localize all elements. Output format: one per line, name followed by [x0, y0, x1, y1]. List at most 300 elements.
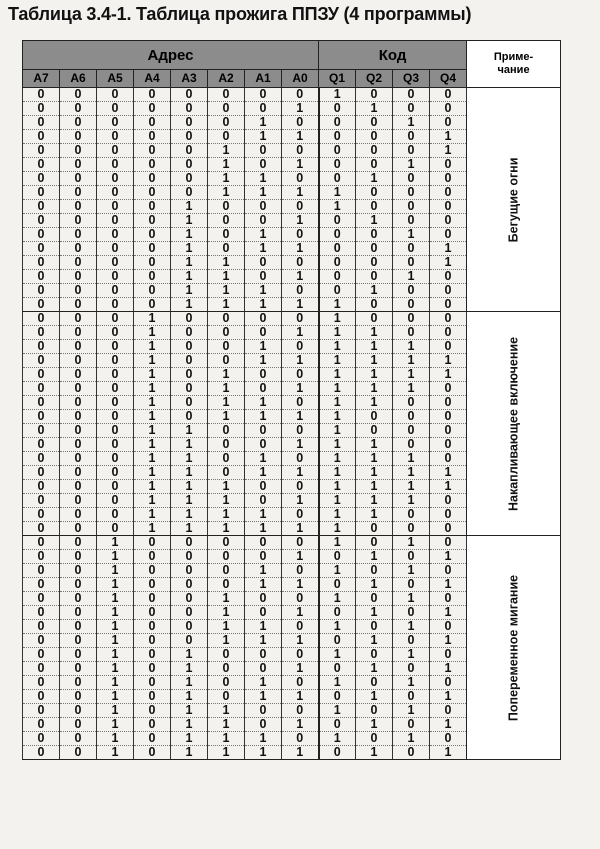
table-cell: 0 [356, 620, 393, 634]
table-cell: 1 [393, 466, 430, 480]
table-cell: 1 [208, 270, 245, 284]
table-cell: 0 [208, 648, 245, 662]
table-cell: 0 [319, 116, 356, 130]
table-cell: 0 [23, 284, 60, 298]
table-cell: 1 [171, 662, 208, 676]
address-group-header: Адрес [23, 41, 319, 70]
table-cell: 1 [356, 550, 393, 564]
table-cell: 0 [208, 340, 245, 354]
table-cell: 1 [245, 522, 282, 536]
table-cell: 0 [23, 620, 60, 634]
table-cell: 0 [208, 550, 245, 564]
table-cell: 1 [356, 634, 393, 648]
table-cell: 1 [282, 158, 319, 172]
table-cell: 0 [393, 186, 430, 200]
table-cell: 0 [60, 340, 97, 354]
table-body [23, 88, 561, 760]
table-cell: 1 [171, 228, 208, 242]
table-cell: 0 [430, 732, 467, 746]
table-cell: 0 [430, 564, 467, 578]
table-cell: 0 [430, 704, 467, 718]
table-cell: 1 [282, 326, 319, 340]
table-cell: 0 [430, 452, 467, 466]
table-cell: 0 [430, 200, 467, 214]
table-cell: 1 [356, 662, 393, 676]
table-cell: 1 [245, 508, 282, 522]
table-cell: 0 [23, 634, 60, 648]
table-cell: 0 [208, 116, 245, 130]
table-cell: 0 [134, 144, 171, 158]
table-cell: 0 [208, 102, 245, 116]
table-cell: 0 [60, 102, 97, 116]
column-header-a7: A7 [23, 70, 60, 88]
table-cell: 1 [208, 144, 245, 158]
table-cell: 0 [356, 410, 393, 424]
table-cell: 0 [60, 410, 97, 424]
table-cell: 1 [430, 718, 467, 732]
table-cell: 1 [319, 466, 356, 480]
table-cell: 0 [282, 144, 319, 158]
table-cell: 0 [134, 718, 171, 732]
table-cell: 0 [60, 452, 97, 466]
table-cell: 1 [171, 270, 208, 284]
table-cell: 1 [282, 102, 319, 116]
table-cell: 1 [208, 480, 245, 494]
table-cell: 1 [319, 508, 356, 522]
table-cell: 0 [356, 536, 393, 550]
table-cell: 0 [430, 284, 467, 298]
table-cell: 0 [60, 256, 97, 270]
table-cell: 0 [356, 676, 393, 690]
table-cell: 0 [97, 270, 134, 284]
table-cell: 0 [97, 256, 134, 270]
table-row [23, 536, 561, 550]
table-cell: 1 [356, 284, 393, 298]
table-cell: 0 [60, 200, 97, 214]
table-cell: 0 [60, 144, 97, 158]
table-cell: 0 [23, 116, 60, 130]
table-cell: 1 [356, 480, 393, 494]
table-cell: 0 [430, 438, 467, 452]
group-note-cell [467, 312, 561, 536]
table-cell: 0 [319, 578, 356, 592]
group-note-cell [467, 536, 561, 760]
table-cell: 1 [245, 340, 282, 354]
table-cell: 0 [23, 214, 60, 228]
table-cell: 0 [23, 564, 60, 578]
table-cell: 0 [97, 88, 134, 102]
table-cell: 0 [60, 228, 97, 242]
table-cell: 1 [356, 718, 393, 732]
table-cell: 1 [282, 382, 319, 396]
table-cell: 0 [60, 368, 97, 382]
table-cell: 0 [60, 298, 97, 312]
table-cell: 0 [393, 88, 430, 102]
table-cell: 0 [245, 144, 282, 158]
table-cell: 0 [245, 200, 282, 214]
table-cell: 1 [245, 676, 282, 690]
table-cell: 0 [208, 578, 245, 592]
table-cell: 1 [171, 494, 208, 508]
eprom-table [22, 40, 561, 760]
table-cell: 0 [60, 88, 97, 102]
table-cell: 1 [134, 508, 171, 522]
table-cell: 0 [23, 466, 60, 480]
table-cell: 0 [245, 382, 282, 396]
table-cell: 0 [245, 424, 282, 438]
table-cell: 0 [208, 564, 245, 578]
table-cell: 0 [171, 410, 208, 424]
table-cell: 0 [245, 270, 282, 284]
table-cell: 0 [393, 634, 430, 648]
table-cell: 0 [282, 592, 319, 606]
table-cell: 0 [134, 130, 171, 144]
table-cell: 0 [23, 746, 60, 760]
table-cell: 1 [171, 284, 208, 298]
table-cell: 0 [245, 88, 282, 102]
table-cell: 0 [23, 508, 60, 522]
table-cell: 0 [97, 312, 134, 326]
table-cell: 0 [393, 242, 430, 256]
table-cell: 0 [171, 186, 208, 200]
table-cell: 1 [171, 732, 208, 746]
table-cell: 1 [356, 508, 393, 522]
table-cell: 1 [245, 620, 282, 634]
table-cell: 0 [245, 606, 282, 620]
table-cell: 0 [356, 116, 393, 130]
table-cell: 1 [245, 578, 282, 592]
table-cell: 1 [282, 410, 319, 424]
table-cell: 0 [356, 522, 393, 536]
table-cell: 0 [171, 592, 208, 606]
table-cell: 0 [282, 564, 319, 578]
table-cell: 0 [356, 200, 393, 214]
table-cell: 1 [282, 718, 319, 732]
table-cell: 1 [171, 718, 208, 732]
table-cell: 1 [208, 256, 245, 270]
table-cell: 0 [134, 88, 171, 102]
table-cell: 0 [171, 158, 208, 172]
table-cell: 1 [97, 606, 134, 620]
column-header-a1: A1 [245, 70, 282, 88]
table-cell: 1 [134, 382, 171, 396]
table-cell: 0 [97, 494, 134, 508]
table-cell: 1 [134, 494, 171, 508]
table-cell: 1 [171, 242, 208, 256]
table-cell: 0 [171, 326, 208, 340]
table-cell: 0 [282, 312, 319, 326]
table-cell: 1 [319, 200, 356, 214]
table-cell: 1 [319, 480, 356, 494]
table-row [23, 312, 561, 326]
table-cell: 1 [356, 172, 393, 186]
table-cell: 0 [60, 214, 97, 228]
table-cell: 0 [319, 242, 356, 256]
column-header-q1: Q1 [319, 70, 356, 88]
table-cell: 0 [171, 396, 208, 410]
table-cell: 1 [282, 522, 319, 536]
table-cell: 1 [356, 396, 393, 410]
table-cell: 1 [208, 620, 245, 634]
table-cell: 0 [319, 550, 356, 564]
table-cell: 1 [208, 718, 245, 732]
table-cell: 0 [60, 634, 97, 648]
table-cell: 0 [23, 522, 60, 536]
table-cell: 1 [356, 354, 393, 368]
table-cell: 1 [97, 564, 134, 578]
table-cell: 1 [356, 102, 393, 116]
table-cell: 0 [23, 704, 60, 718]
table-cell: 0 [245, 648, 282, 662]
table-cell: 0 [97, 102, 134, 116]
table-cell: 0 [97, 522, 134, 536]
table-cell: 1 [319, 424, 356, 438]
table-cell: 0 [245, 102, 282, 116]
table-cell: 0 [393, 256, 430, 270]
table-cell: 0 [208, 242, 245, 256]
table-cell: 0 [23, 592, 60, 606]
table-cell: 0 [60, 592, 97, 606]
table-cell: 0 [60, 354, 97, 368]
table-cell: 1 [393, 116, 430, 130]
table-cell: 0 [393, 172, 430, 186]
table-cell: 1 [208, 298, 245, 312]
table-cell: 0 [23, 550, 60, 564]
table-cell: 0 [393, 522, 430, 536]
table-cell: 0 [97, 242, 134, 256]
table-cell: 0 [60, 312, 97, 326]
table-cell: 1 [393, 732, 430, 746]
table-cell: 0 [60, 130, 97, 144]
table-cell: 0 [245, 214, 282, 228]
table-cell: 0 [23, 88, 60, 102]
table-cell: 0 [60, 186, 97, 200]
table-cell: 1 [208, 746, 245, 760]
table-cell: 0 [134, 690, 171, 704]
table-cell: 0 [319, 256, 356, 270]
table-cell: 0 [97, 116, 134, 130]
table-cell: 1 [430, 634, 467, 648]
table-cell: 0 [356, 242, 393, 256]
table-cell: 0 [208, 466, 245, 480]
table-cell: 1 [319, 88, 356, 102]
table-cell: 0 [60, 732, 97, 746]
table-cell: 0 [430, 116, 467, 130]
table-cell: 1 [171, 704, 208, 718]
table-cell: 0 [430, 340, 467, 354]
table-cell: 0 [356, 88, 393, 102]
table-cell: 0 [282, 424, 319, 438]
table-cell: 1 [356, 452, 393, 466]
table-cell: 0 [134, 676, 171, 690]
table-cell: 0 [356, 564, 393, 578]
table-cell: 1 [393, 368, 430, 382]
table-cell: 0 [97, 340, 134, 354]
table-cell: 0 [282, 116, 319, 130]
table-cell: 0 [282, 704, 319, 718]
table-cell: 0 [393, 424, 430, 438]
table-cell: 1 [97, 690, 134, 704]
table-cell: 1 [319, 382, 356, 396]
table-cell: 0 [319, 214, 356, 228]
table-cell: 0 [430, 648, 467, 662]
table-cell: 1 [245, 242, 282, 256]
table-cell: 0 [208, 536, 245, 550]
table-cell: 0 [319, 690, 356, 704]
column-header-a6: A6 [60, 70, 97, 88]
table-cell: 1 [393, 494, 430, 508]
table-cell: 1 [319, 564, 356, 578]
table-cell: 0 [60, 648, 97, 662]
table-cell: 1 [430, 480, 467, 494]
table-cell: 0 [134, 102, 171, 116]
table-cell: 0 [430, 620, 467, 634]
table-cell: 0 [171, 130, 208, 144]
table-cell: 1 [134, 480, 171, 494]
table-cell: 0 [356, 732, 393, 746]
table-cell: 1 [319, 438, 356, 452]
table-cell: 0 [393, 298, 430, 312]
table-cell: 0 [23, 256, 60, 270]
table-cell: 0 [60, 326, 97, 340]
table-cell: 1 [134, 340, 171, 354]
table-cell: 1 [171, 480, 208, 494]
table-cell: 0 [208, 676, 245, 690]
table-cell: 1 [393, 704, 430, 718]
table-cell: 0 [23, 578, 60, 592]
table-cell: 1 [134, 424, 171, 438]
table-cell: 1 [208, 284, 245, 298]
table-cell: 1 [319, 186, 356, 200]
table-cell: 0 [430, 676, 467, 690]
table-cell: 1 [319, 326, 356, 340]
table-cell: 0 [319, 284, 356, 298]
note-header [467, 41, 561, 88]
table-cell: 0 [319, 718, 356, 732]
table-cell: 0 [430, 382, 467, 396]
table-cell: 0 [245, 704, 282, 718]
table-cell: 1 [356, 578, 393, 592]
table-cell: 0 [282, 480, 319, 494]
table-cell: 1 [208, 494, 245, 508]
table-cell: 0 [97, 326, 134, 340]
table-cell: 1 [319, 410, 356, 424]
table-cell: 0 [97, 396, 134, 410]
table-cell: 1 [171, 424, 208, 438]
table-cell: 0 [60, 424, 97, 438]
table-cell: 1 [245, 284, 282, 298]
table-cell: 0 [23, 690, 60, 704]
table-cell: 1 [208, 732, 245, 746]
table-cell: 1 [171, 746, 208, 760]
table-cell: 1 [356, 368, 393, 382]
table-cell: 0 [356, 256, 393, 270]
table-cell: 1 [282, 354, 319, 368]
table-cell: 1 [430, 368, 467, 382]
table-cell: 1 [356, 326, 393, 340]
table-cell: 0 [356, 704, 393, 718]
table-cell: 1 [430, 242, 467, 256]
table-cell: 0 [319, 158, 356, 172]
table-cell: 1 [171, 676, 208, 690]
table-cell: 0 [430, 312, 467, 326]
table-cell: 1 [393, 270, 430, 284]
table-cell: 1 [393, 564, 430, 578]
table-cell: 0 [23, 396, 60, 410]
table-cell: 1 [430, 662, 467, 676]
table-cell: 0 [282, 396, 319, 410]
table-cell: 0 [60, 466, 97, 480]
table-cell: 0 [134, 186, 171, 200]
table-cell: 0 [23, 452, 60, 466]
table-cell: 1 [245, 746, 282, 760]
table-cell: 1 [97, 732, 134, 746]
table-cell: 0 [171, 634, 208, 648]
column-header-a5: A5 [97, 70, 134, 88]
table-cell: 1 [134, 312, 171, 326]
table-cell: 0 [171, 564, 208, 578]
table-cell: 1 [393, 382, 430, 396]
table-cell: 0 [319, 746, 356, 760]
table-cell: 0 [430, 494, 467, 508]
table-cell: 1 [282, 438, 319, 452]
table-cell: 0 [23, 172, 60, 186]
table-cell: 1 [282, 634, 319, 648]
table-cell: 1 [245, 564, 282, 578]
table-cell: 0 [208, 88, 245, 102]
table-cell: 1 [134, 452, 171, 466]
table-cell: 1 [245, 452, 282, 466]
table-cell: 0 [171, 172, 208, 186]
table-cell: 1 [208, 606, 245, 620]
table-cell: 1 [356, 382, 393, 396]
table-cell: 1 [97, 704, 134, 718]
table-cell: 1 [319, 298, 356, 312]
table-cell: 1 [208, 368, 245, 382]
table-cell: 0 [134, 200, 171, 214]
table-cell: 0 [97, 508, 134, 522]
table-cell: 1 [319, 620, 356, 634]
table-cell: 0 [245, 158, 282, 172]
note-header-text: Приме- чание [493, 51, 534, 76]
column-header-a4: A4 [134, 70, 171, 88]
table-cell: 0 [134, 606, 171, 620]
column-header-a0: A0 [282, 70, 319, 88]
table-cell: 0 [23, 480, 60, 494]
table-cell: 0 [97, 438, 134, 452]
table-cell: 1 [430, 256, 467, 270]
table-cell: 1 [356, 606, 393, 620]
table-cell: 0 [208, 130, 245, 144]
table-cell: 1 [393, 592, 430, 606]
table-cell: 0 [23, 228, 60, 242]
table-cell: 0 [282, 508, 319, 522]
code-group-header: Код [319, 41, 467, 70]
table-cell: 1 [97, 676, 134, 690]
table-cell: 0 [393, 508, 430, 522]
table-cell: 0 [60, 606, 97, 620]
column-header-q4: Q4 [430, 70, 467, 88]
table-cell: 0 [393, 200, 430, 214]
table-cell: 0 [171, 578, 208, 592]
table-cell: 1 [319, 368, 356, 382]
table-cell: 0 [171, 102, 208, 116]
table-cell: 0 [171, 382, 208, 396]
table-cell: 0 [60, 564, 97, 578]
table-cell: 1 [245, 116, 282, 130]
group-note-label: Попеременное мигание [506, 574, 521, 721]
table-cell: 1 [319, 494, 356, 508]
